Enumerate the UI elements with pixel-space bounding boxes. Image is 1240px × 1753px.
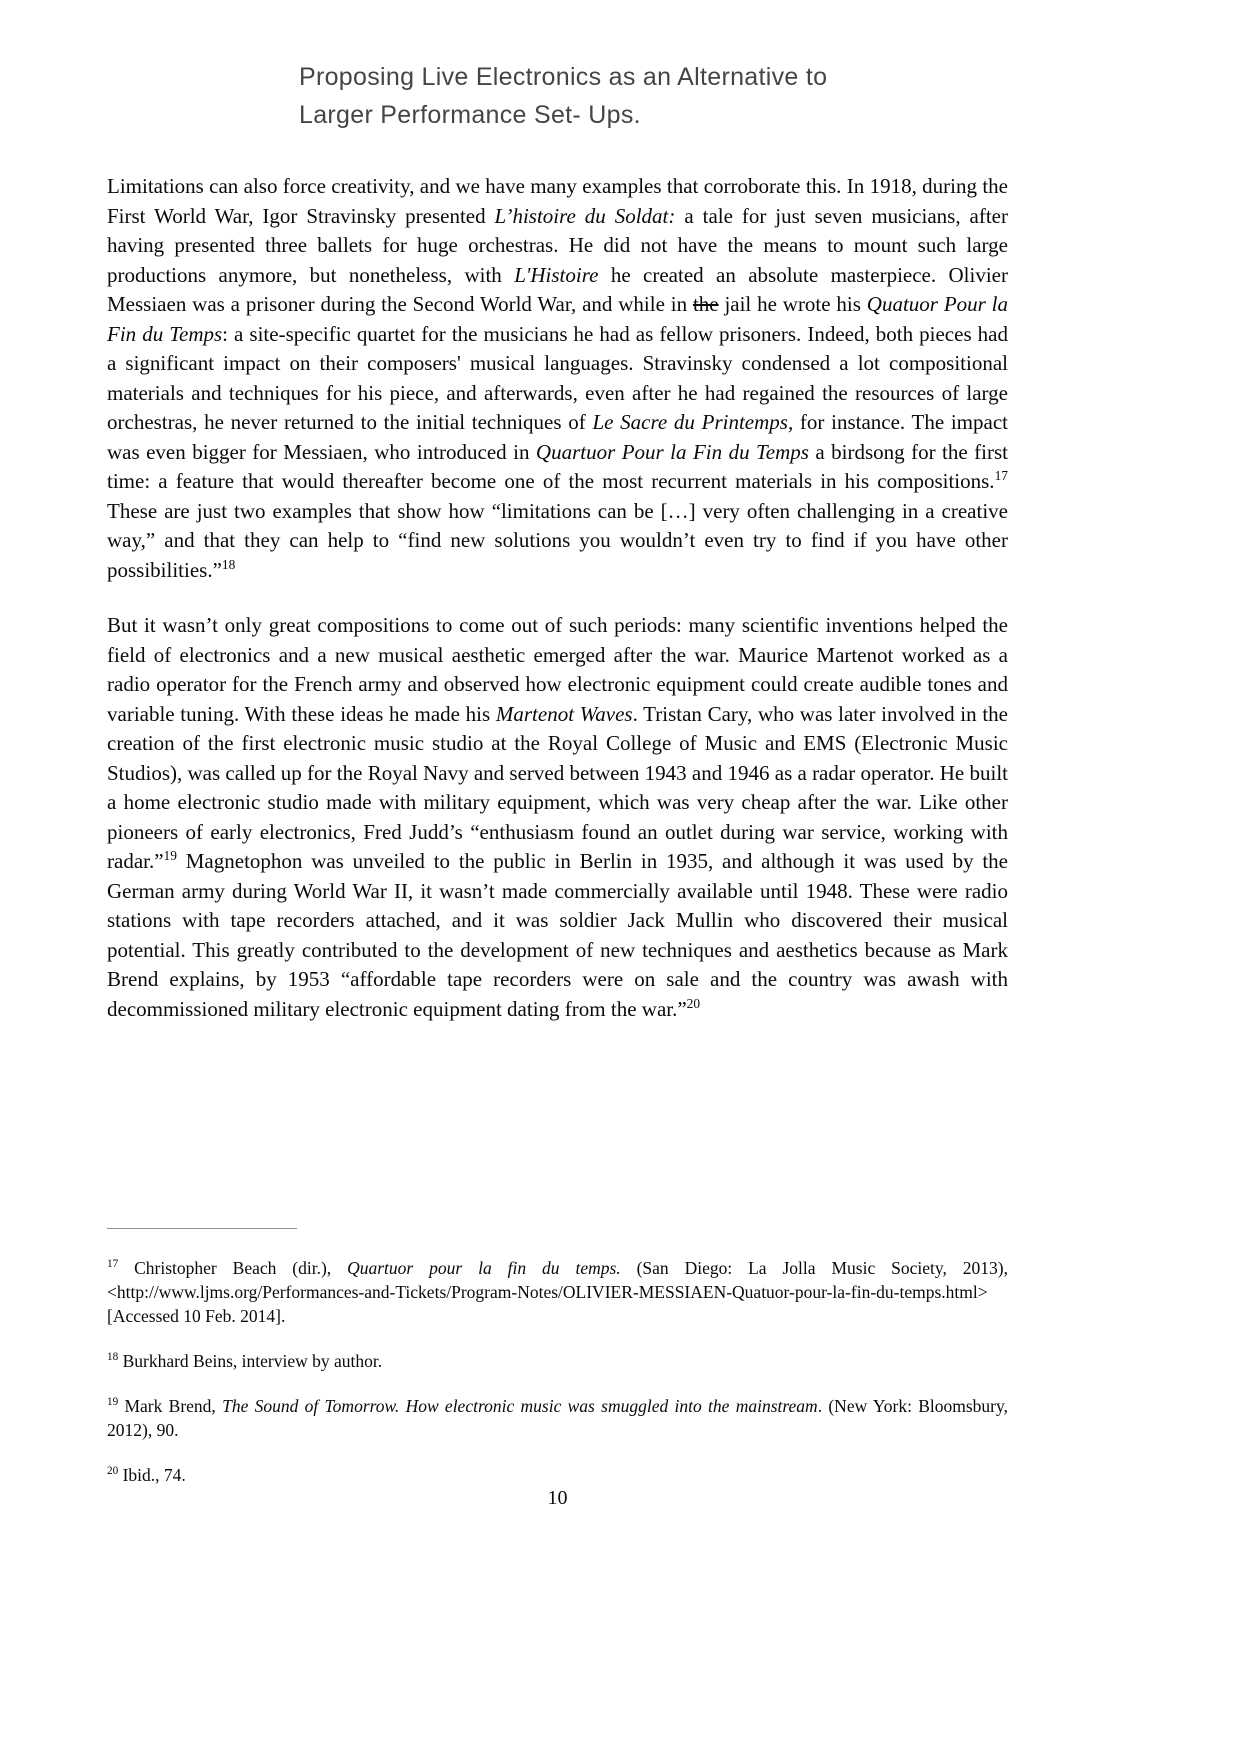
body-text xyxy=(107,172,1008,1050)
footnotes-section xyxy=(107,1228,1008,1508)
paragraph-limitations: Limitations can also force creativity, and we have many examples that corroborate this. In 1918, during the First World War, Igor Stravinsky presented L’histoire du Soldat: a tale for just seven musicians, after having presented three ballets for huge orchestras. He did not have the means to mount such large productions anymore, but nonetheless, with L'Histoire he created an absolute masterpiece. Olivier Messiaen was a prisoner during the Second World War, and while in the jail he wrote his Quatuor Pour la Fin du Temps: a site-specific quartet for the musicians he had as fellow prisoners. Indeed, both pieces had a significant impact on their composers' musical languages. Stravinsky condensed a lot compositional materials and techniques for his piece, and afterwards, even after he had regained the resources of large orchestras, he never returned to the initial techniques of Le Sacre du Printemps, for instance. The impact was even bigger for Messiaen, who introduced in Quartuor Pour la Fin du Temps a birdsong for the first time: a feature that would thereafter become one of the most recurrent materials in his compositions.$^{17}$ These are just two examples that show how “limitations can be […] very often challenging in a creative way,” and that they can help to “find new solutions you wouldn’t even try to find if you have other possibilities.”$^{18}$ xyxy=(107,174,1008,582)
footnote-18: $^{18}$ Burkhard Beins, interview by author. xyxy=(107,1351,383,1371)
title-line-2: Larger Performance Set- Ups. xyxy=(299,101,641,129)
page-title xyxy=(299,58,827,134)
page-number: 10 xyxy=(547,1487,568,1509)
footnote-19: $^{19}$ Mark Brend, The Sound of Tomorrow. How electronic music was smuggled into the mainstream. (New York: Bloomsbury, 2012), 90. xyxy=(107,1396,1008,1440)
title-line-1: Proposing Live Electronics as an Alternative to xyxy=(299,63,828,91)
footnote-separator-rule xyxy=(107,1228,297,1229)
footnote-17: $^{17}$ Christopher Beach (dir.), Quartuor pour la fin du temps. (San Diego: La Jolla Music Society, 2013), <http://www.ljms.org/Performances-and-Tickets/Program-Notes/OLIVIER-MESSIAEN-Quatuor-pour-la-fin-du-temps.html> [Accessed 10 Feb. 2014]. xyxy=(107,1258,1008,1326)
paragraph-inventions: But it wasn’t only great compositions to come out of such periods: many scientific inventions helped the field of electronics and a new musical aesthetic emerged after the war. Maurice Martenot worked as a radio operator for the French army and observed how electronic equipment could create audible tones and variable tuning. With these ideas he made his Martenot Waves. Tristan Cary, who was later involved in the creation of the first electronic music studio at the Royal College of Music and EMS (Electronic Music Studios), was called up for the Royal Navy and served between 1943 and 1946 as a radar operator. He built a home electronic studio made with military equipment, which was very cheap after the war. Like other pioneers of early electronics, Fred Judd’s “enthusiasm found an outlet during war service, working with radar.”$^{19}$ Magnetophon was unveiled to the public in Berlin in 1935, and although it was used by the German army during World War II, it wasn’t made commercially available until 1948. These were radio stations with tape recorders attached, and it was soldier Jack Mullin who discovered their musical potential. This greatly contributed to the development of new techniques and aesthetics because as Mark Brend explains, by 1953 “affordable tape recorders were on sale and the country was awash with decommissioned military electronic equipment dating from the war.”$^{20}$ xyxy=(107,613,1008,1021)
footnote-20: $^{20}$ Ibid., 74. xyxy=(107,1465,186,1485)
